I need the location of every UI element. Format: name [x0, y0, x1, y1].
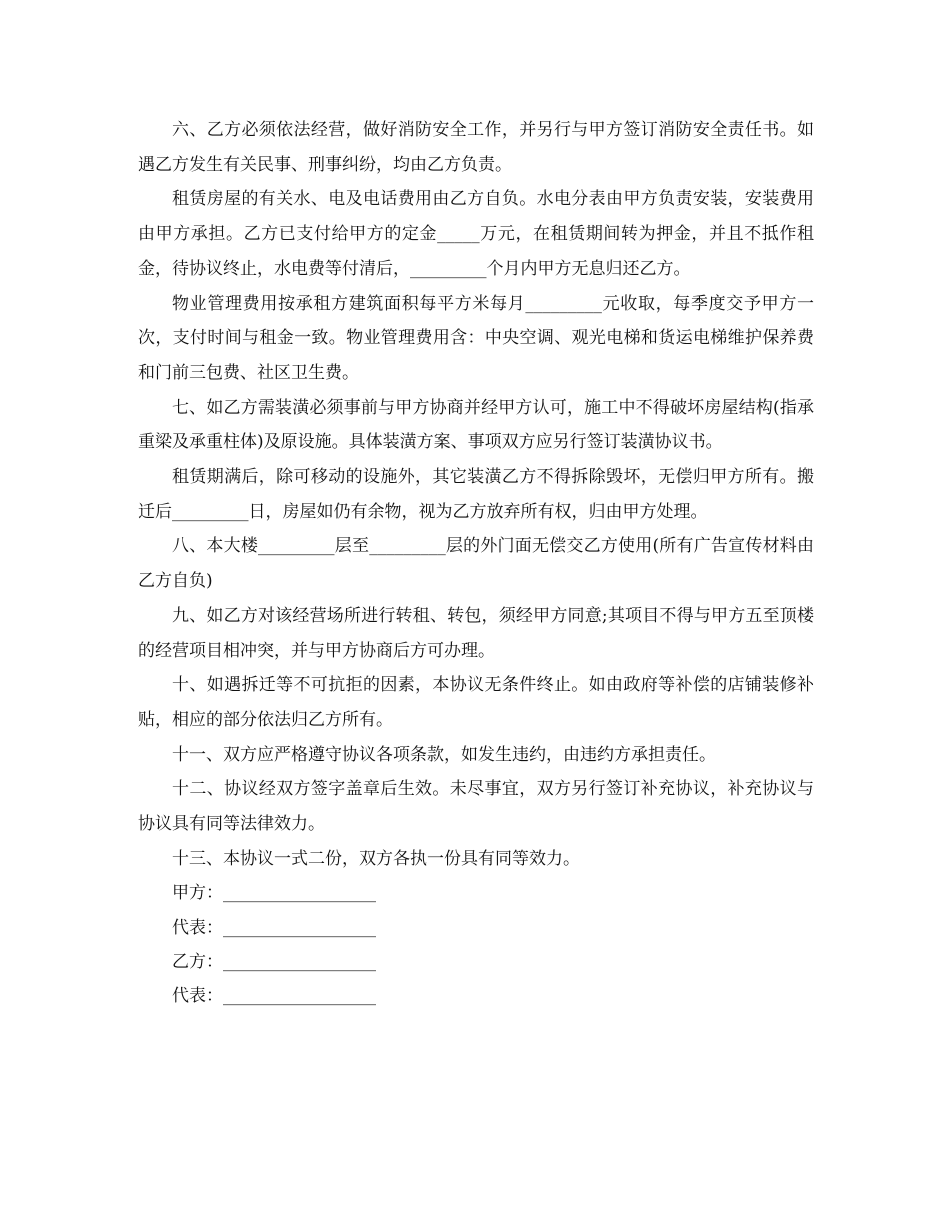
clause-12: 十二、协议经双方签字盖章后生效。未尽事宜，双方另行签订补充协议，补充协议与协议具有同等法律效力。 [138, 779, 814, 835]
document-body [138, 113, 814, 1013]
clause-utilities: 租赁房屋的有关水、电及电话费用由乙方自负。水电分表由甲方负责安装，安装费用由甲方承担。乙方已支付给甲方的定金_____万元，在租赁期间转为押金，并且不抵作租金，待协议终止，水电费等付清后，_________个月内甲方无息归还乙方。 [138, 189, 814, 279]
signature-party-b: 乙方：__________________ [172, 951, 376, 972]
clause-9: 九、如乙方对该经营场所进行转租、转包，须经甲方同意;其项目不得与甲方五至顶楼的经营项目相冲突，并与甲方协商后方可办理。 [138, 605, 814, 661]
clause-lease-expiry: 租赁期满后，除可移动的设施外，其它装潢乙方不得拆除毁坏，无偿归甲方所有。搬迁后_________日，房屋如仍有余物，视为乙方放弃所有权，归由甲方处理。 [138, 467, 814, 522]
clause-6: 六、乙方必须依法经营，做好消防安全工作，并另行与甲方签订消防安全责任书。如遇乙方发生有关民事、刑事纠纷，均由乙方负责。 [138, 120, 814, 175]
signature-representative-b: 代表：__________________ [172, 986, 376, 1007]
clause-10: 十、如遇拆迁等不可抗拒的因素，本协议无条件终止。如由政府等补偿的店铺装修补贴，相应的部分依法归乙方所有。 [138, 675, 814, 730]
clause-7: 七、如乙方需装潢必须事前与甲方协商并经甲方认可，施工中不得破坏房屋结构(指承重梁及承重柱体)及原设施。具体装潢方案、事项双方应另行签订装潢协议书。 [138, 397, 814, 453]
signature-representative-a: 代表：__________________ [172, 917, 376, 938]
clause-property-fee: 物业管理费用按承租方建筑面积每平方米每月_________元收取，每季度交予甲方一次，支付时间与租金一致。物业管理费用含：中央空调、观光电梯和货运电梯维护保养费和门前三包费、社区卫生费。 [138, 293, 814, 383]
clause-13: 十三、本协议一式二份，双方各执一份具有同等效力。 [172, 848, 580, 869]
clause-11: 十一、双方应严格遵守协议各项条款，如发生违约，由违约方承担责任。 [172, 744, 716, 765]
signature-party-a: 甲方：__________________ [172, 883, 376, 904]
clause-8: 八、本大楼_________层至_________层的外门面无偿交乙方使用(所有广告宣传材料由乙方自负) [138, 536, 814, 592]
